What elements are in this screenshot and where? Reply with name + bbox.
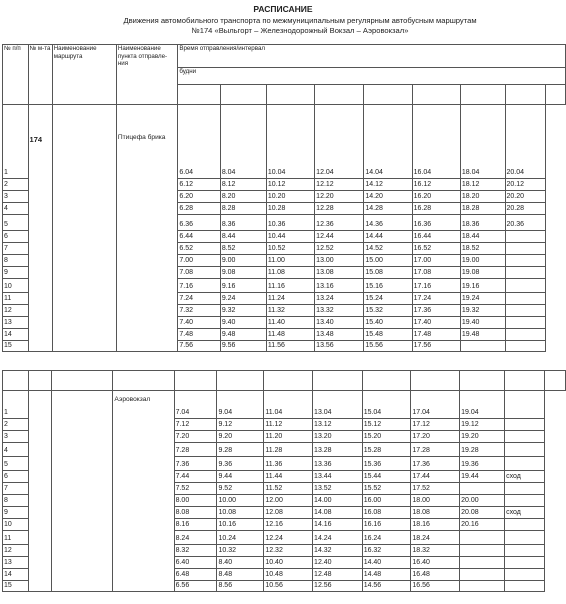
time-cell: 9.52 xyxy=(217,483,264,495)
time-cell: 8.36 xyxy=(220,215,266,231)
row-number: 7 xyxy=(3,243,29,255)
time-header-label: Время отправления/интервал xyxy=(179,45,265,52)
time-cell: 6.04 xyxy=(178,105,220,179)
time-cell: 9.04 xyxy=(217,391,264,419)
time-cell: 8.28 xyxy=(220,203,266,215)
stop-name-cell xyxy=(113,391,174,592)
time-cell: 16.28 xyxy=(412,203,460,215)
time-cell: 15.48 xyxy=(364,329,412,341)
time-cell: 17.48 xyxy=(412,329,460,341)
time-cell: 13.32 xyxy=(315,305,364,317)
time-cell: 9.20 xyxy=(217,431,264,443)
row-number: 2 xyxy=(3,419,29,431)
time-cell: 14.04 xyxy=(364,105,412,179)
time-cell: 8.04 xyxy=(220,105,266,179)
route-number-cell xyxy=(28,105,52,352)
time-cell: 17.36 xyxy=(412,305,460,317)
time-cell: 7.04 xyxy=(174,391,217,419)
time-cell: 7.24 xyxy=(178,293,220,305)
time-cell: 19.24 xyxy=(460,293,505,305)
time-cell: 14.52 xyxy=(364,243,412,255)
time-cell: 19.12 xyxy=(460,419,505,431)
time-cell: 9.36 xyxy=(217,457,264,471)
time-cell: 13.04 xyxy=(313,391,363,419)
time-cell: 16.48 xyxy=(411,569,460,581)
time-cell: 11.24 xyxy=(266,293,314,305)
time-cell: 7.12 xyxy=(174,419,217,431)
time-cell: 7.40 xyxy=(178,317,220,329)
time-cell: 9.40 xyxy=(220,317,266,329)
time-cell: 16.20 xyxy=(412,191,460,203)
row-number: 11 xyxy=(3,293,29,305)
row-number: 15 xyxy=(3,341,29,352)
time-cell: 14.20 xyxy=(364,191,412,203)
time-cell: 16.36 xyxy=(412,215,460,231)
time-cell: 10.56 xyxy=(264,581,313,592)
time-cell: сход xyxy=(505,507,545,519)
route-number: 174 xyxy=(29,135,43,144)
time-cell: 18.12 xyxy=(460,179,505,191)
time-cell: 20.12 xyxy=(505,179,545,191)
subtitle-line-1: Движения автомобильного транспорта по межмуниципальным регулярным автобусным маршрутам xyxy=(123,16,477,25)
time-cell: 7.08 xyxy=(178,267,220,279)
time-cell: 18.36 xyxy=(460,215,505,231)
time-cell xyxy=(505,457,545,471)
time-cell: 13.00 xyxy=(315,255,364,267)
time-cell: 12.36 xyxy=(315,215,364,231)
time-cell: 7.44 xyxy=(174,471,217,483)
time-cell: 14.08 xyxy=(313,507,363,519)
col-header-num: № п/п xyxy=(3,45,29,105)
row-number: 10 xyxy=(3,279,29,293)
row-number: 6 xyxy=(3,231,29,243)
time-cell: 9.24 xyxy=(220,293,266,305)
time-cell xyxy=(505,329,545,341)
row-number: 8 xyxy=(3,255,29,267)
time-cell: 15.52 xyxy=(362,483,411,495)
time-cell: 15.28 xyxy=(362,443,411,457)
time-cell: 11.36 xyxy=(264,457,313,471)
schedule-title: РАСПИСАНИЕ xyxy=(253,4,313,14)
time-cell: 16.32 xyxy=(362,545,411,557)
row-number: 3 xyxy=(3,191,29,203)
time-cell: 16.08 xyxy=(362,507,411,519)
row-number: 3 xyxy=(3,431,29,443)
time-cell: 16.40 xyxy=(411,557,460,569)
time-cell: 6.52 xyxy=(178,243,220,255)
time-cell xyxy=(460,581,505,592)
schedule-subtitle xyxy=(60,16,540,36)
time-cell: сход xyxy=(505,471,545,483)
time-cell: 17.40 xyxy=(412,317,460,329)
stop-name: Птицефа брика xyxy=(117,134,166,141)
time-cell: 10.12 xyxy=(266,179,314,191)
time-cell: 15.20 xyxy=(362,431,411,443)
time-cell: 6.44 xyxy=(178,231,220,243)
time-cell xyxy=(505,581,545,592)
time-cell: 19.16 xyxy=(460,279,505,293)
time-cell xyxy=(505,495,545,507)
time-cell: 16.00 xyxy=(362,495,411,507)
table-row xyxy=(3,105,566,179)
time-cell: 10.36 xyxy=(266,215,314,231)
time-cell: 11.32 xyxy=(266,305,314,317)
route-name-cell xyxy=(52,105,116,352)
time-cell xyxy=(505,431,545,443)
time-cell: 13.44 xyxy=(313,471,363,483)
time-cell: 8.40 xyxy=(217,557,264,569)
time-cell: 10.44 xyxy=(266,231,314,243)
stop-name: Аэровокзал xyxy=(114,396,151,403)
time-cell: 19.00 xyxy=(460,255,505,267)
subtitle-line-2: №174 «Выльгорт – Железнодорожный Вокзал – Аэровокзал» xyxy=(191,26,409,35)
time-cell xyxy=(460,341,505,352)
col-header-stop-name: Наименование пункта отправле- ния xyxy=(116,45,177,105)
time-cell: 13.28 xyxy=(313,443,363,457)
time-cell: 11.44 xyxy=(264,471,313,483)
time-cell: 20.28 xyxy=(505,203,545,215)
time-cell: 8.24 xyxy=(174,531,217,545)
time-cell: 7.36 xyxy=(174,457,217,471)
time-cell: 13.56 xyxy=(315,341,364,352)
time-cell: 14.56 xyxy=(362,581,411,592)
time-cell: 8.20 xyxy=(220,191,266,203)
time-cell: 6.12 xyxy=(178,179,220,191)
time-cell: 20.08 xyxy=(460,507,505,519)
time-cell: 16.52 xyxy=(412,243,460,255)
time-cell: 16.56 xyxy=(411,581,460,592)
row-number: 5 xyxy=(3,457,29,471)
row-number: 11 xyxy=(3,531,29,545)
time-cell: 7.48 xyxy=(178,329,220,341)
time-cell: 8.52 xyxy=(220,243,266,255)
time-cell: 14.00 xyxy=(313,495,363,507)
time-cell: 10.32 xyxy=(217,545,264,557)
time-cell: 9.28 xyxy=(217,443,264,457)
time-cell: 10.20 xyxy=(266,191,314,203)
time-cell: 13.40 xyxy=(315,317,364,329)
time-cell: 13.36 xyxy=(313,457,363,471)
time-cell: 12.44 xyxy=(315,231,364,243)
time-cell: 18.24 xyxy=(411,531,460,545)
time-cell: 17.52 xyxy=(411,483,460,495)
time-cell: 15.16 xyxy=(364,279,412,293)
time-cell xyxy=(460,531,505,545)
time-cell: 11.12 xyxy=(264,419,313,431)
time-cell: 12.12 xyxy=(315,179,364,191)
time-cell: 15.00 xyxy=(364,255,412,267)
time-cell: 19.28 xyxy=(460,443,505,457)
time-cell: 8.48 xyxy=(217,569,264,581)
table-row xyxy=(3,391,566,419)
row-number: 9 xyxy=(3,267,29,279)
time-cell xyxy=(460,557,505,569)
time-cell: 8.44 xyxy=(220,231,266,243)
row-number: 14 xyxy=(3,569,29,581)
time-cell: 9.44 xyxy=(217,471,264,483)
col-header-time xyxy=(178,45,566,85)
time-cell: 12.16 xyxy=(264,519,313,531)
time-cell: 17.12 xyxy=(411,419,460,431)
time-cell: 7.56 xyxy=(178,341,220,352)
time-cell: 11.20 xyxy=(264,431,313,443)
time-cell: 8.16 xyxy=(174,519,217,531)
time-cell: 12.20 xyxy=(315,191,364,203)
row-number: 12 xyxy=(3,305,29,317)
time-cell: 12.52 xyxy=(315,243,364,255)
time-cell: 15.24 xyxy=(364,293,412,305)
time-cell: 14.40 xyxy=(362,557,411,569)
time-cell: 14.24 xyxy=(313,531,363,545)
time-cell: 17.28 xyxy=(411,443,460,457)
col-header-route-name: Наименование маршрута xyxy=(52,45,116,105)
row-number: 13 xyxy=(3,557,29,569)
time-cell: 13.12 xyxy=(313,419,363,431)
time-cell: 10.40 xyxy=(264,557,313,569)
row-number: 6 xyxy=(3,471,29,483)
time-cell xyxy=(505,569,545,581)
time-cell: 20.04 xyxy=(505,105,545,179)
time-cell: 18.04 xyxy=(460,105,505,179)
time-cell: 18.20 xyxy=(460,191,505,203)
time-cell: 17.24 xyxy=(412,293,460,305)
time-cell: 11.00 xyxy=(266,255,314,267)
time-cell: 7.16 xyxy=(178,279,220,293)
time-cell: 11.16 xyxy=(266,279,314,293)
route-name-cell xyxy=(52,391,113,592)
time-cell: 10.52 xyxy=(266,243,314,255)
time-cell: 19.32 xyxy=(460,305,505,317)
row-number: 8 xyxy=(3,495,29,507)
time-cell: 15.04 xyxy=(362,391,411,419)
time-cell: 17.56 xyxy=(412,341,460,352)
time-cell xyxy=(505,419,545,431)
time-cell: 14.16 xyxy=(313,519,363,531)
time-cell: 6.40 xyxy=(174,557,217,569)
time-cell xyxy=(505,483,545,495)
time-cell: 11.08 xyxy=(266,267,314,279)
time-cell: 12.56 xyxy=(313,581,363,592)
time-cell: 18.28 xyxy=(460,203,505,215)
time-cell: 19.08 xyxy=(460,267,505,279)
schedule-table-2 xyxy=(2,370,566,592)
time-cell: 17.44 xyxy=(411,471,460,483)
time-cell: 12.28 xyxy=(315,203,364,215)
time-cell: 17.36 xyxy=(411,457,460,471)
time-cell: 13.24 xyxy=(315,293,364,305)
time-cell: 14.28 xyxy=(364,203,412,215)
time-cell: 8.00 xyxy=(174,495,217,507)
time-cell: 15.08 xyxy=(364,267,412,279)
time-cell: 13.20 xyxy=(313,431,363,443)
time-cell: 10.48 xyxy=(264,569,313,581)
time-cell: 14.44 xyxy=(364,231,412,243)
time-cell xyxy=(505,391,545,419)
time-cell xyxy=(505,317,545,329)
time-cell xyxy=(505,267,545,279)
col-header-route-num: № м-та xyxy=(28,45,52,105)
time-cell xyxy=(505,531,545,545)
time-cell: 9.08 xyxy=(220,267,266,279)
time-cell: 10.04 xyxy=(266,105,314,179)
time-cell: 16.44 xyxy=(412,231,460,243)
time-cell: 11.40 xyxy=(266,317,314,329)
time-cell xyxy=(505,231,545,243)
time-cell: 9.56 xyxy=(220,341,266,352)
time-cell: 9.12 xyxy=(217,419,264,431)
time-cell: 8.56 xyxy=(217,581,264,592)
time-cell: 7.20 xyxy=(174,431,217,443)
time-cell: 12.40 xyxy=(313,557,363,569)
time-cell xyxy=(505,243,545,255)
time-cell: 8.32 xyxy=(174,545,217,557)
route-number-cell xyxy=(28,391,51,592)
time-cell: 12.24 xyxy=(264,531,313,545)
row-number: 12 xyxy=(3,545,29,557)
time-cell: 18.32 xyxy=(411,545,460,557)
time-cell: 19.20 xyxy=(460,431,505,443)
row-number: 4 xyxy=(3,203,29,215)
time-cell: 15.40 xyxy=(364,317,412,329)
time-cell: 9.00 xyxy=(220,255,266,267)
time-cell: 7.52 xyxy=(174,483,217,495)
time-cell: 6.56 xyxy=(174,581,217,592)
time-cell: 12.08 xyxy=(264,507,313,519)
time-cell: 17.08 xyxy=(412,267,460,279)
time-cell: 17.16 xyxy=(412,279,460,293)
time-cell xyxy=(505,255,545,267)
stop-name-cell xyxy=(116,105,177,352)
time-cell xyxy=(460,569,505,581)
time-cell: 18.00 xyxy=(411,495,460,507)
time-cell: 14.36 xyxy=(364,215,412,231)
row-number: 14 xyxy=(3,329,29,341)
time-cell: 19.44 xyxy=(460,471,505,483)
time-cell: 8.08 xyxy=(174,507,217,519)
time-cell: 14.12 xyxy=(364,179,412,191)
row-number: 13 xyxy=(3,317,29,329)
time-cell: 10.08 xyxy=(217,507,264,519)
schedule-table-1 xyxy=(2,44,566,352)
time-cell: 16.24 xyxy=(362,531,411,545)
time-cell: 16.16 xyxy=(362,519,411,531)
row-number: 2 xyxy=(3,179,29,191)
time-cell: 20.36 xyxy=(505,215,545,231)
time-cell xyxy=(505,557,545,569)
time-cell: 20.16 xyxy=(460,519,505,531)
time-cell: 11.56 xyxy=(266,341,314,352)
time-cell: 7.32 xyxy=(178,305,220,317)
time-cell: 10.00 xyxy=(217,495,264,507)
time-cell xyxy=(505,545,545,557)
row-number: 15 xyxy=(3,581,29,592)
time-cell: 12.32 xyxy=(264,545,313,557)
time-cell: 8.12 xyxy=(220,179,266,191)
time-cell: 13.08 xyxy=(315,267,364,279)
time-cell: 12.00 xyxy=(264,495,313,507)
time-cell: 19.36 xyxy=(460,457,505,471)
time-cell: 13.16 xyxy=(315,279,364,293)
time-cell: 13.52 xyxy=(313,483,363,495)
time-cell: 17.20 xyxy=(411,431,460,443)
time-cell: 17.00 xyxy=(412,255,460,267)
time-cell: 18.08 xyxy=(411,507,460,519)
time-cell: 14.32 xyxy=(313,545,363,557)
time-cell: 9.32 xyxy=(220,305,266,317)
time-cell: 17.04 xyxy=(411,391,460,419)
row-number: 1 xyxy=(3,391,29,419)
time-cell: 15.36 xyxy=(362,457,411,471)
time-cell: 11.52 xyxy=(264,483,313,495)
time-cell: 15.12 xyxy=(362,419,411,431)
time-cell: 19.04 xyxy=(460,391,505,419)
time-cell: 12.48 xyxy=(313,569,363,581)
row-number: 7 xyxy=(3,483,29,495)
time-cell: 12.04 xyxy=(315,105,364,179)
time-cell: 10.16 xyxy=(217,519,264,531)
time-cell: 11.04 xyxy=(264,391,313,419)
row-number: 4 xyxy=(3,443,29,457)
time-cell xyxy=(460,545,505,557)
time-cell xyxy=(505,519,545,531)
time-cell: 11.28 xyxy=(264,443,313,457)
time-cell: 7.00 xyxy=(178,255,220,267)
time-cell: 16.12 xyxy=(412,179,460,191)
time-cell xyxy=(505,305,545,317)
time-cell: 10.28 xyxy=(266,203,314,215)
time-cell: 19.40 xyxy=(460,317,505,329)
time-cell: 10.24 xyxy=(217,531,264,545)
time-cell xyxy=(505,293,545,305)
row-number: 10 xyxy=(3,519,29,531)
time-cell: 15.56 xyxy=(364,341,412,352)
time-cell: 9.16 xyxy=(220,279,266,293)
time-cell: 15.32 xyxy=(364,305,412,317)
time-cell: 7.28 xyxy=(174,443,217,457)
row-number: 5 xyxy=(3,215,29,231)
time-cell xyxy=(460,483,505,495)
time-cell: 14.48 xyxy=(362,569,411,581)
time-cell: 6.28 xyxy=(178,203,220,215)
time-cell xyxy=(505,341,545,352)
time-cell: 11.48 xyxy=(266,329,314,341)
time-cell xyxy=(505,279,545,293)
time-cell: 6.20 xyxy=(178,191,220,203)
time-cell: 19.48 xyxy=(460,329,505,341)
time-cell: 16.04 xyxy=(412,105,460,179)
time-cell: 18.16 xyxy=(411,519,460,531)
time-cell: 20.00 xyxy=(460,495,505,507)
row-number: 9 xyxy=(3,507,29,519)
time-cell: 6.48 xyxy=(174,569,217,581)
time-cell: 15.44 xyxy=(362,471,411,483)
time-cell: 13.48 xyxy=(315,329,364,341)
weekdays-label: будни xyxy=(179,67,197,75)
time-cell: 9.48 xyxy=(220,329,266,341)
time-cell xyxy=(505,443,545,457)
time-cell: 18.44 xyxy=(460,231,505,243)
time-cell: 20.20 xyxy=(505,191,545,203)
row-number: 1 xyxy=(3,105,29,179)
time-cell: 18.52 xyxy=(460,243,505,255)
time-cell: 6.36 xyxy=(178,215,220,231)
